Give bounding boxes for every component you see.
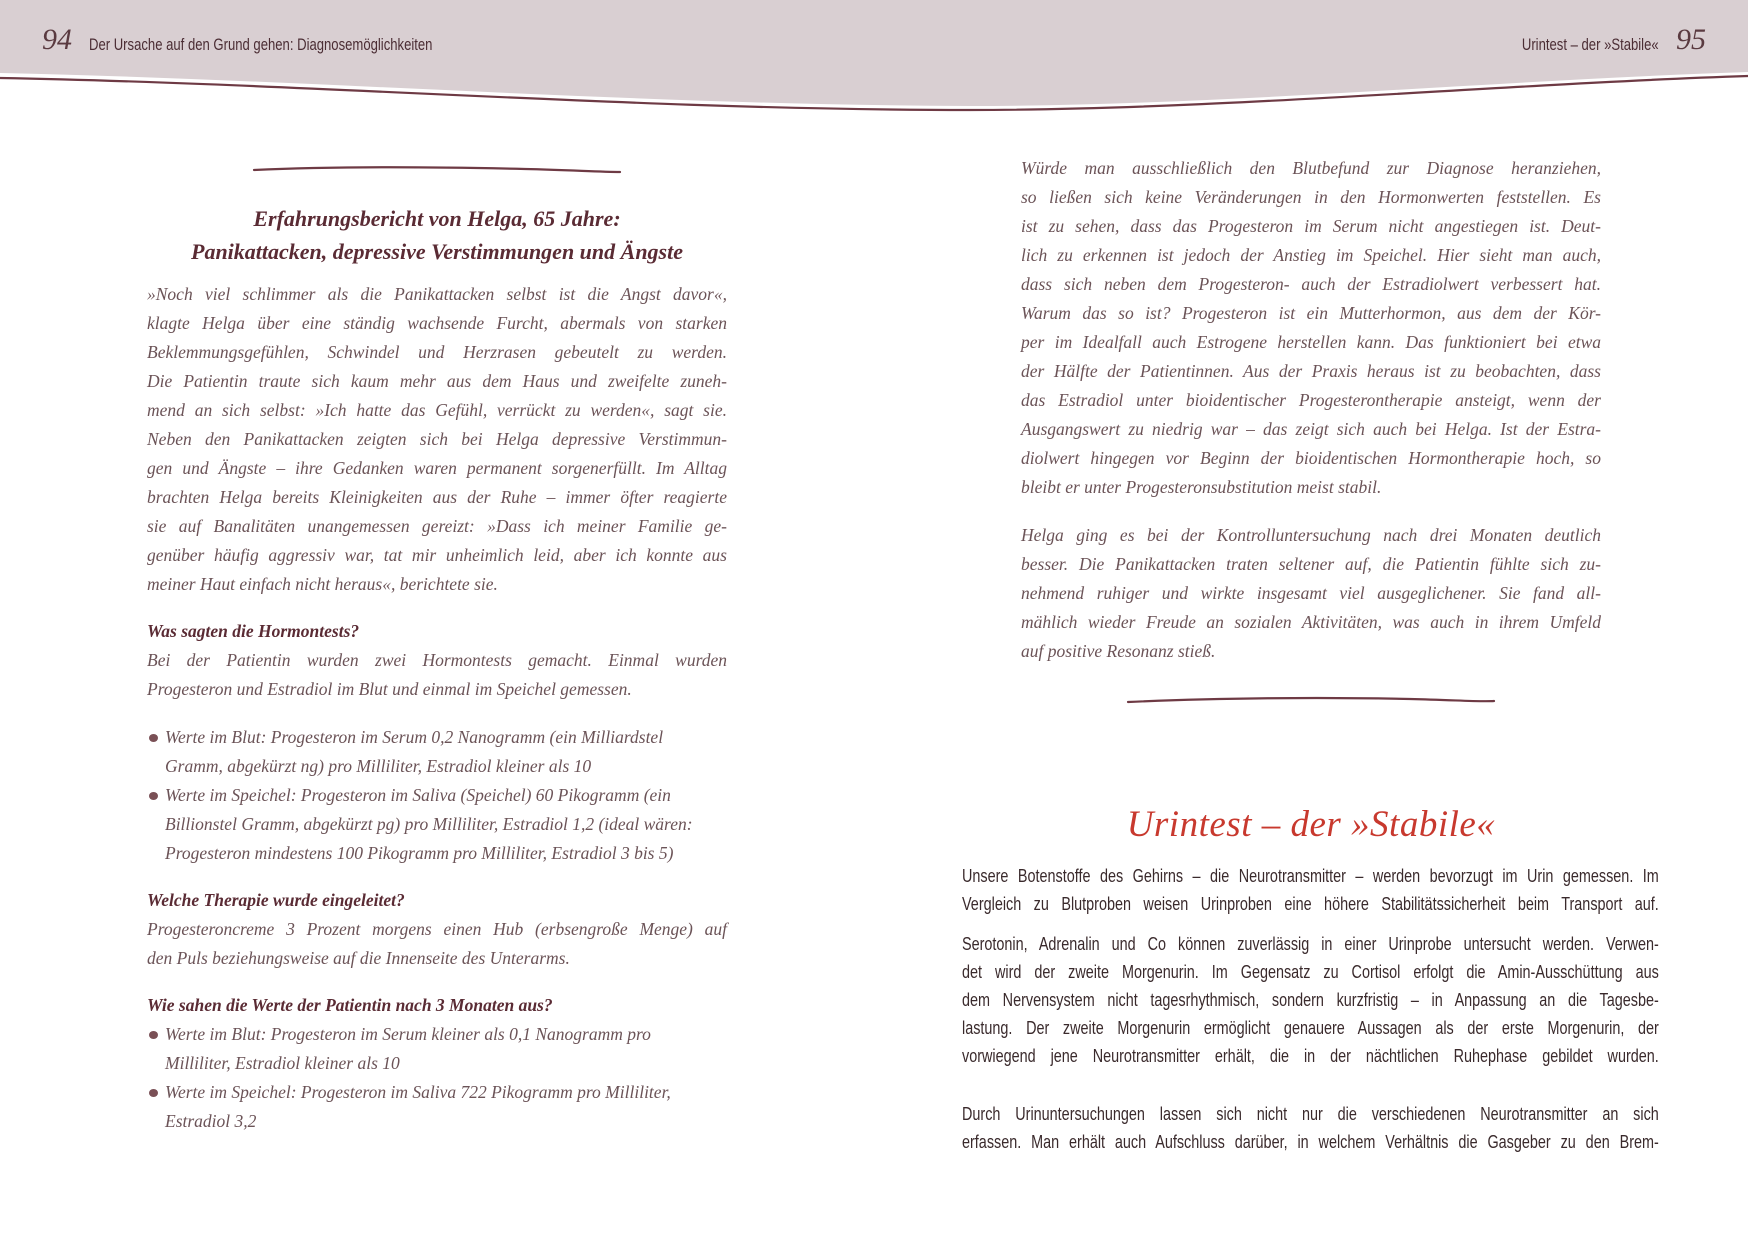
subheading-therapy: Welche Therapie wurde eingeleitet?: [147, 890, 405, 910]
case-discussion-paragraph: [1021, 154, 1601, 502]
case-line: diolwert hingegen vor Beginn der bioidentischen Hormontherapie hoch, so: [1021, 448, 1601, 468]
hormone-tests-paragraph: [147, 646, 727, 704]
case-line: mählich wieder Freude an sozialen Aktivitäten, was auch in ihrem Umfeld: [1021, 612, 1601, 632]
body-line: Progesteron und Estradiol im Blut und einmal im Speichel gemessen.: [147, 679, 632, 699]
intro-line: sie auf Banalitäten unangemessen gereizt: »Dass ich meiner Familie ge-: [147, 516, 727, 536]
case-line: auf positive Resonanz stieß.: [1021, 641, 1216, 661]
left-page-column: [147, 202, 727, 1136]
body-line: Unsere Botenstoffe des Gehirns – die Neurotransmitter – werden bevorzugt im Urin gemessen. Im: [962, 866, 1659, 886]
case-line: ist zu sehen, dass das Progesteron im Serum nicht angestiegen ist. Deut-: [1021, 216, 1601, 236]
body-line: Serotonin, Adrenalin und Co können zuverlässig in einer Urinprobe untersucht werden. Verwen-: [962, 934, 1659, 954]
body-paragraph: [962, 930, 1659, 1070]
case-outcome-paragraph: [1021, 521, 1601, 666]
list-item-line: Werte im Speichel: Progesteron im Saliva 722 Pikogramm pro Milliliter,: [165, 1082, 671, 1102]
case-line: so ließen sich keine Veränderungen in den Hormonwerten feststellen. Es: [1021, 187, 1601, 207]
intro-line: klagte Helga über eine ständig wachsende Furcht, abermals von starken: [147, 313, 727, 333]
header-band: [0, 0, 1748, 120]
bullet-dot-icon: [149, 1031, 158, 1039]
list-item-line: Werte im Blut: Progesteron im Serum 0,2 Nanogramm (ein Milliardstel: [165, 727, 664, 747]
bullet-dot-icon: [149, 734, 158, 742]
subheading-hormone-tests: Was sagten die Hormontests?: [147, 621, 360, 641]
body-line: lastung. Der zweite Morgenurin ermöglicht genauere Aussagen als der erste Morgenurin, der: [962, 1018, 1659, 1038]
list-item: [147, 781, 727, 868]
list-item-line: Werte im Blut: Progesteron im Serum kleiner als 0,1 Nanogramm pro: [165, 1024, 651, 1044]
list-item-line: Werte im Speichel: Progesteron im Saliva (Speichel) 60 Pikogramm (ein: [165, 785, 671, 805]
case-line: der Hälfte der Patientinnen. Aus der Praxis heraus ist zu beobachten, dass: [1021, 361, 1601, 381]
intro-line: gen und Ängste – ihre Gedanken waren permanent sorgenerfüllt. Im Alltag: [147, 458, 727, 478]
case-line: Warum das so ist? Progesteron ist ein Mutterhormon, aus dem der Kör-: [1021, 303, 1601, 323]
case-line: besser. Die Panikattacken traten seltener auf, die Patientin fühlte sich zu-: [1021, 554, 1601, 574]
body-paragraph: [962, 1100, 1659, 1156]
intro-line: genüber häufig aggressiv war, tat mir unheimlich leid, aber ich konnte aus: [147, 545, 727, 565]
left-page-number: 94: [42, 23, 72, 56]
body-line: Vergleich zu Blutproben weisen Urinproben eine höhere Stabilitätssicherheit beim Transport auf.: [962, 894, 1659, 914]
section-title: Urintest – der »Stabile«: [1126, 804, 1496, 845]
intro-line: Die Patientin traute sich kaum mehr aus dem Haus und zweifelte zuneh-: [147, 371, 727, 391]
urine-test-body: [962, 862, 1659, 1156]
body-line: Durch Urinuntersuchungen lassen sich nicht nur die verschiedenen Neurotransmitter an sich: [962, 1104, 1659, 1124]
ornamental-rule-right: [1128, 698, 1494, 702]
right-page-case-column: [1021, 154, 1601, 666]
case-line: Ausgangswert zu niedrig war – das zeigt sich auch bei Helga. Ist der Estra-: [1021, 419, 1601, 439]
list-item: [147, 723, 727, 781]
after-3-months-list: [147, 1020, 727, 1136]
list-item: [147, 1078, 727, 1136]
case-line: lich zu erkennen ist jedoch der Anstieg im Speichel. Hier sieht man auch,: [1021, 245, 1601, 265]
heading-line: Panikattacken, depressive Verstimmungen und Ängste: [191, 239, 683, 264]
body-line: Bei der Patientin wurden zwei Hormontests gemacht. Einmal wurden: [147, 650, 727, 670]
bullet-dot-icon: [149, 792, 158, 800]
case-line: das Estradiol unter bioidentischer Progesterontherapie ansteigt, wenn der: [1021, 390, 1601, 410]
case-line: Helga ging es bei der Kontrolluntersuchung nach drei Monaten deutlich: [1021, 525, 1601, 545]
case-line: dass sich neben dem Progesteron- auch der Estradiolwert verbessert hat.: [1021, 274, 1601, 294]
intro-line: meiner Haut einfach nicht heraus«, berichtete sie.: [147, 574, 498, 594]
list-item-line: Progesteron mindestens 100 Pikogramm pro Milliliter, Estradiol 3 bis 5): [165, 843, 674, 863]
list-item-line: Milliliter, Estradiol kleiner als 10: [165, 1053, 400, 1073]
list-item-line: Billionstel Gramm, abgekürzt pg) pro Milliliter, Estradiol 1,2 (ideal wären:: [165, 814, 693, 834]
intro-line: »Noch viel schlimmer als die Panikattacken selbst ist die Angst davor«,: [147, 284, 727, 304]
body-line: vorwiegend jene Neurotransmitter erhält, die in der nächtlichen Ruhephase gebildet wurden.: [962, 1046, 1659, 1066]
intro-line: brachten Helga bereits Kleinigkeiten aus der Ruhe – immer öfter reagierte: [147, 487, 727, 507]
case-report-intro: [147, 280, 727, 599]
right-page-number: 95: [1676, 23, 1706, 56]
case-line: bleibt er unter Progesteronsubstitution meist stabil.: [1021, 477, 1382, 497]
body-line: den Puls beziehungsweise auf die Innenseite des Unterarms.: [147, 948, 570, 968]
body-line: dem Nervensystem nicht tagesrhythmisch, sondern kurzfristig – in Anpassung an die Tagesbe-: [962, 990, 1659, 1010]
list-item: [147, 1020, 727, 1078]
right-running-head: Urintest – der »Stabile«: [1522, 35, 1659, 54]
body-line: det wird der zweite Morgenurin. Im Gegensatz zu Cortisol erfolgt die Amin-Ausschüttung aus: [962, 962, 1659, 982]
bullet-dot-icon: [149, 1089, 158, 1097]
case-line: Würde man ausschließlich den Blutbefund zur Diagnose heranziehen,: [1021, 158, 1601, 178]
hormone-tests-list: [147, 723, 727, 868]
intro-line: mend an sich selbst: »Ich hatte das Gefühl, verrückt zu werden«, sagt sie.: [147, 400, 727, 420]
subheading-after-3-months: Wie sahen die Werte der Patientin nach 3 Monaten aus?: [147, 995, 553, 1015]
body-paragraph: [962, 862, 1659, 918]
body-line: erfassen. Man erhält auch Aufschluss darüber, in welchem Verhältnis die Gasgeber zu den Brem-: [962, 1132, 1659, 1152]
left-running-head: Der Ursache auf den Grund gehen: Diagnosemöglichkeiten: [89, 35, 433, 54]
body-line: Progesteroncreme 3 Prozent morgens einen Hub (erbsengroße Menge) auf: [147, 919, 727, 939]
case-report-heading: [147, 202, 727, 268]
ornamental-rule-top-left: [254, 167, 620, 172]
list-item-line: Gramm, abgekürzt ng) pro Milliliter, Estradiol kleiner als 10: [165, 756, 592, 776]
intro-line: Neben den Panikattacken zeigten sich bei Helga depressive Verstimmun-: [147, 429, 727, 449]
therapy-paragraph: [147, 915, 727, 973]
heading-line: Erfahrungsbericht von Helga, 65 Jahre:: [253, 206, 621, 231]
list-item-line: Estradiol 3,2: [165, 1111, 257, 1131]
case-line: nehmend ruhiger und wirkte insgesamt viel ausgeglichener. Sie fand all-: [1021, 583, 1601, 603]
case-line: per im Idealfall auch Estrogene herstellen kann. Das funktioniert bei etwa: [1021, 332, 1601, 352]
intro-line: Beklemmungsgefühlen, Schwindel und Herzrasen gebeutelt zu werden.: [147, 342, 727, 362]
